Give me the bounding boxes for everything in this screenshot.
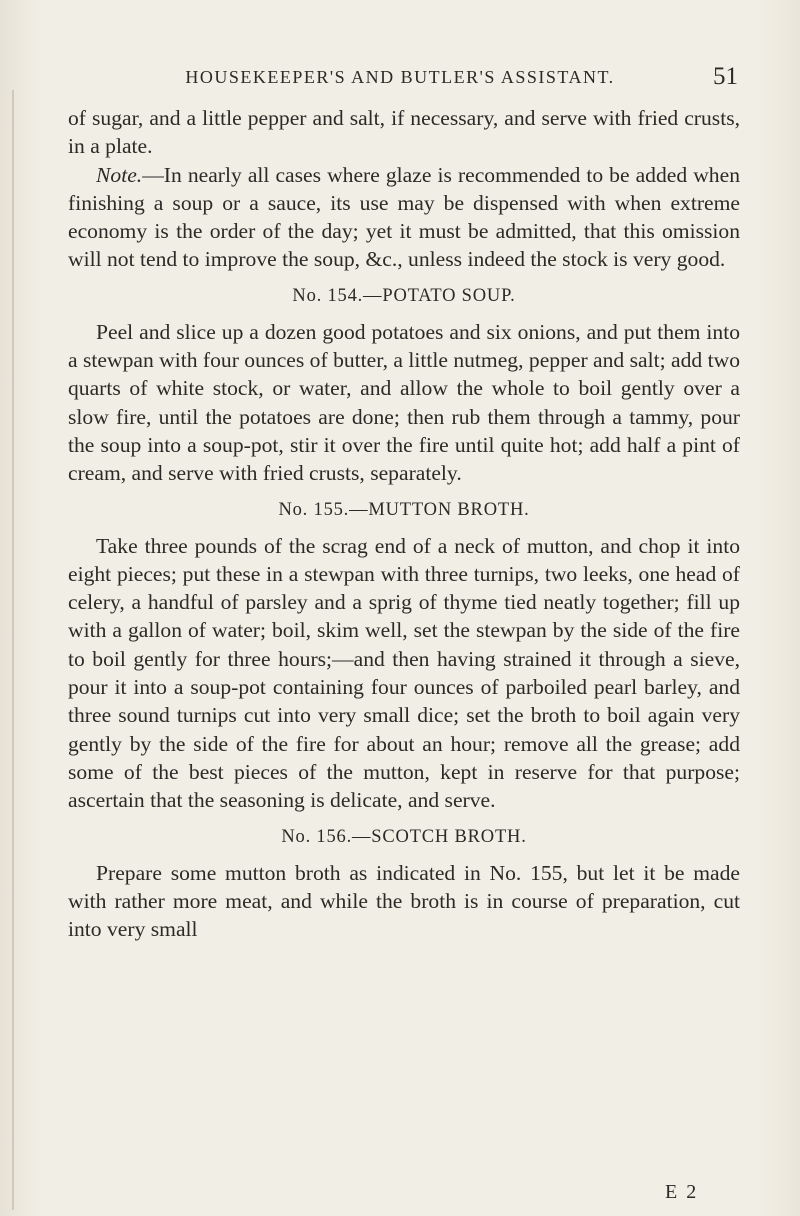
recipe-text-mutton-broth: Take three pounds of the scrag end of a neck of mutton, and chop it into eight pieces; put these in a stewpan with three turnips, two leeks, one head of celery, a handful of parsley and a sprig of thyme tied neatly together; fill up with a gallon of water; boil, skim well, set the stewpan by the side of the fire to boil gently for three hours;—and then having strained it through a sieve, pour it into a soup-pot containing four ounces of parboiled pearl barley, and three sound turnips cut into very small dice; set the broth to boil again very gently by the side of the fire for about an hour; remove all the grease; add some of the best pieces of the mutton, kept in reserve for that purpose; ascertain that the seasoning is delicate, and serve.	[68, 533, 740, 813]
recipe-heading-potato-soup: No. 154.—POTATO SOUP.	[292, 285, 516, 306]
running-head: HOUSEKEEPER'S AND BUTLER'S ASSISTANT.	[185, 67, 615, 87]
page-body	[68, 104, 740, 943]
page-number: 51	[713, 63, 738, 90]
recipe-heading-mutton-broth: No. 155.—MUTTON BROTH.	[278, 499, 530, 520]
gutter-shadow	[12, 90, 14, 1210]
note-text: —In nearly all cases where glaze is recommended to be added when finishing a soup or a sauce, its use may be dispensed with when extreme economy is the order of the day; yet it must be admitted, that this omission will not tend to improve the soup, &c., unless indeed the stock is very good.	[68, 162, 740, 272]
continuation-paragraph: of sugar, and a little pepper and salt, if necessary, and serve with fried crusts, in a plate.	[68, 106, 740, 159]
note-paragraph	[68, 161, 740, 274]
page-header	[0, 55, 800, 95]
recipe-text-potato-soup: Peel and slice up a dozen good potatoes and six onions, and put them into a stewpan with four ounces of butter, a little nutmeg, pepper and salt; add two quarts of white stock, or water, and allow the whole to boil gently over a slow fire, until the potatoes are done; then rub them through a tammy, pour the soup into a soup-pot, stir it over the fire until quite hot; add half a pint of cream, and serve with fried crusts, separately.	[68, 319, 740, 486]
recipe-text-scotch-broth: Prepare some mutton broth as indicated in No. 155, but let it be made with rather more meat, and while the broth is in course of preparation, cut into very small	[68, 860, 740, 942]
signature-mark: E 2	[665, 1181, 699, 1203]
note-label: Note.	[96, 162, 143, 187]
recipe-heading-scotch-broth: No. 156.—SCOTCH BROTH.	[281, 826, 527, 847]
